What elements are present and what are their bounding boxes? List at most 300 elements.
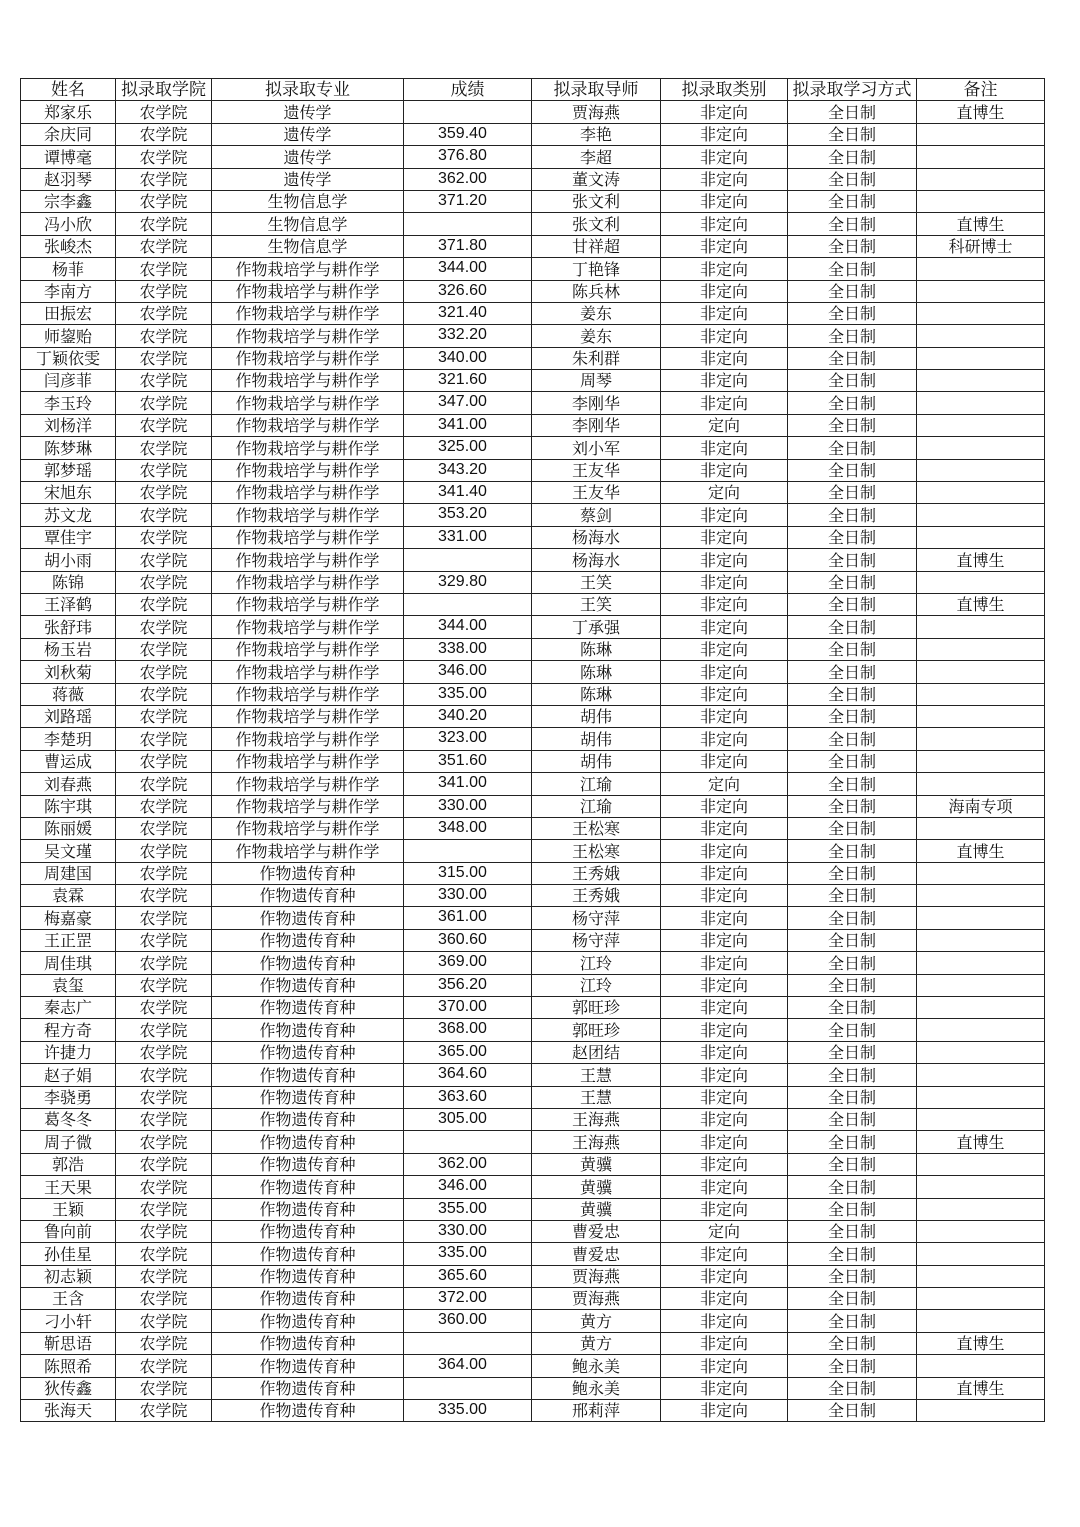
cell-supervisor: 杨海水 (532, 526, 661, 548)
cell-college: 农学院 (116, 1288, 212, 1310)
cell-study-mode: 全日制 (788, 1355, 917, 1377)
table-row (21, 1220, 1045, 1242)
cell-supervisor: 王海燕 (532, 1108, 661, 1130)
cell-college: 农学院 (116, 1400, 212, 1422)
cell-study-mode: 全日制 (788, 347, 917, 369)
cell-study-mode: 全日制 (788, 616, 917, 638)
cell-score: 343.20 (404, 459, 532, 481)
cell-category: 非定向 (661, 593, 788, 615)
cell-supervisor: 王友华 (532, 459, 661, 481)
cell-college: 农学院 (116, 325, 212, 347)
cell-remark: 直博生 (917, 1377, 1045, 1399)
cell-score: 353.20 (404, 504, 532, 526)
cell-score: 370.00 (404, 997, 532, 1019)
cell-name: 周佳琪 (21, 952, 116, 974)
cell-study-mode: 全日制 (788, 1131, 917, 1153)
cell-supervisor: 胡伟 (532, 728, 661, 750)
cell-major: 作物遗传育种 (212, 1131, 404, 1153)
cell-supervisor: 王松寒 (532, 817, 661, 839)
cell-supervisor: 李超 (532, 146, 661, 168)
cell-major: 作物遗传育种 (212, 1086, 404, 1108)
cell-remark (917, 504, 1045, 526)
cell-category: 非定向 (661, 258, 788, 280)
cell-college: 农学院 (116, 750, 212, 772)
cell-college: 农学院 (116, 459, 212, 481)
table-row (21, 974, 1045, 996)
cell-supervisor: 王慧 (532, 1086, 661, 1108)
cell-major: 作物栽培学与耕作学 (212, 661, 404, 683)
cell-score: 321.60 (404, 370, 532, 392)
cell-college: 农学院 (116, 1377, 212, 1399)
cell-college: 农学院 (116, 571, 212, 593)
cell-score (404, 840, 532, 862)
cell-score: 330.00 (404, 795, 532, 817)
cell-category: 非定向 (661, 1355, 788, 1377)
cell-college: 农学院 (116, 1019, 212, 1041)
cell-remark (917, 997, 1045, 1019)
cell-name: 吴文瑾 (21, 840, 116, 862)
cell-college: 农学院 (116, 280, 212, 302)
table-row (21, 325, 1045, 347)
cell-remark: 直博生 (917, 1332, 1045, 1354)
cell-study-mode: 全日制 (788, 1176, 917, 1198)
cell-category: 定向 (661, 773, 788, 795)
cell-study-mode: 全日制 (788, 1153, 917, 1175)
table-row (21, 549, 1045, 571)
cell-score: 361.00 (404, 907, 532, 929)
cell-name: 王泽鹤 (21, 593, 116, 615)
cell-study-mode: 全日制 (788, 190, 917, 212)
cell-major: 作物栽培学与耕作学 (212, 817, 404, 839)
cell-remark (917, 1198, 1045, 1220)
table-row (21, 997, 1045, 1019)
cell-college: 农学院 (116, 683, 212, 705)
cell-name: 苏文龙 (21, 504, 116, 526)
cell-supervisor: 董文涛 (532, 168, 661, 190)
cell-study-mode: 全日制 (788, 482, 917, 504)
cell-supervisor: 邢莉萍 (532, 1400, 661, 1422)
cell-study-mode: 全日制 (788, 907, 917, 929)
cell-category: 非定向 (661, 1108, 788, 1130)
cell-college: 农学院 (116, 1086, 212, 1108)
cell-study-mode: 全日制 (788, 325, 917, 347)
cell-supervisor: 周琴 (532, 370, 661, 392)
cell-remark: 直博生 (917, 593, 1045, 615)
table-row (21, 840, 1045, 862)
cell-remark: 直博生 (917, 101, 1045, 123)
cell-study-mode: 全日制 (788, 258, 917, 280)
cell-supervisor: 姜东 (532, 302, 661, 324)
cell-score (404, 593, 532, 615)
cell-supervisor: 姜东 (532, 325, 661, 347)
cell-college: 农学院 (116, 213, 212, 235)
cell-college: 农学院 (116, 997, 212, 1019)
cell-major: 作物遗传育种 (212, 952, 404, 974)
cell-supervisor: 甘祥超 (532, 235, 661, 257)
cell-major: 作物栽培学与耕作学 (212, 840, 404, 862)
cell-score: 356.20 (404, 974, 532, 996)
cell-study-mode: 全日制 (788, 1310, 917, 1332)
table-row (21, 190, 1045, 212)
cell-college: 农学院 (116, 907, 212, 929)
cell-category: 非定向 (661, 907, 788, 929)
cell-supervisor: 丁承强 (532, 616, 661, 638)
cell-major: 作物栽培学与耕作学 (212, 258, 404, 280)
cell-study-mode: 全日制 (788, 302, 917, 324)
cell-college: 农学院 (116, 235, 212, 257)
cell-college: 农学院 (116, 1243, 212, 1265)
cell-score: 362.00 (404, 168, 532, 190)
cell-supervisor: 曹爱忠 (532, 1243, 661, 1265)
cell-category: 非定向 (661, 616, 788, 638)
cell-study-mode: 全日制 (788, 1108, 917, 1130)
cell-supervisor: 刘小军 (532, 437, 661, 459)
cell-supervisor: 江玲 (532, 974, 661, 996)
cell-remark (917, 773, 1045, 795)
cell-category: 非定向 (661, 683, 788, 705)
cell-category: 非定向 (661, 885, 788, 907)
cell-major: 作物遗传育种 (212, 1108, 404, 1130)
cell-study-mode: 全日制 (788, 101, 917, 123)
cell-remark (917, 1355, 1045, 1377)
table-row (21, 1131, 1045, 1153)
cell-category: 定向 (661, 414, 788, 436)
cell-category: 非定向 (661, 638, 788, 660)
cell-study-mode: 全日制 (788, 974, 917, 996)
cell-remark (917, 974, 1045, 996)
cell-college: 农学院 (116, 123, 212, 145)
cell-study-mode: 全日制 (788, 750, 917, 772)
cell-name: 郭浩 (21, 1153, 116, 1175)
cell-major: 作物栽培学与耕作学 (212, 750, 404, 772)
cell-name: 秦志广 (21, 997, 116, 1019)
admission-sheet (20, 78, 1045, 1422)
cell-name: 王颖 (21, 1198, 116, 1220)
cell-study-mode: 全日制 (788, 549, 917, 571)
cell-category: 非定向 (661, 862, 788, 884)
cell-major: 作物遗传育种 (212, 1220, 404, 1242)
cell-score: 315.00 (404, 862, 532, 884)
cell-category: 非定向 (661, 1243, 788, 1265)
cell-college: 农学院 (116, 840, 212, 862)
cell-remark (917, 1176, 1045, 1198)
cell-major: 作物栽培学与耕作学 (212, 325, 404, 347)
cell-name: 程方奇 (21, 1019, 116, 1041)
cell-remark (917, 705, 1045, 727)
cell-supervisor: 黄骥 (532, 1198, 661, 1220)
cell-score: 346.00 (404, 1176, 532, 1198)
cell-name: 袁玺 (21, 974, 116, 996)
cell-study-mode: 全日制 (788, 795, 917, 817)
cell-college: 农学院 (116, 1153, 212, 1175)
cell-score: 346.00 (404, 661, 532, 683)
cell-study-mode: 全日制 (788, 571, 917, 593)
cell-score: 371.80 (404, 235, 532, 257)
cell-supervisor: 贾海燕 (532, 101, 661, 123)
table-row (21, 929, 1045, 951)
cell-remark (917, 526, 1045, 548)
cell-name: 杨玉岩 (21, 638, 116, 660)
cell-major: 作物栽培学与耕作学 (212, 482, 404, 504)
cell-study-mode: 全日制 (788, 817, 917, 839)
cell-college: 农学院 (116, 1131, 212, 1153)
cell-study-mode: 全日制 (788, 414, 917, 436)
cell-college: 农学院 (116, 705, 212, 727)
cell-study-mode: 全日制 (788, 1064, 917, 1086)
cell-major: 作物栽培学与耕作学 (212, 280, 404, 302)
cell-score: 330.00 (404, 885, 532, 907)
cell-supervisor: 王秀娥 (532, 862, 661, 884)
cell-college: 农学院 (116, 347, 212, 369)
header-college: 拟录取学院 (116, 79, 212, 101)
table-row (21, 1041, 1045, 1063)
cell-major: 作物遗传育种 (212, 929, 404, 951)
cell-name: 陈丽媛 (21, 817, 116, 839)
cell-study-mode: 全日制 (788, 1019, 917, 1041)
cell-major: 作物遗传育种 (212, 1377, 404, 1399)
cell-study-mode: 全日制 (788, 638, 917, 660)
cell-major: 作物栽培学与耕作学 (212, 392, 404, 414)
cell-study-mode: 全日制 (788, 1265, 917, 1287)
cell-category: 非定向 (661, 392, 788, 414)
cell-supervisor: 王秀娥 (532, 885, 661, 907)
cell-score: 355.00 (404, 1198, 532, 1220)
cell-study-mode: 全日制 (788, 123, 917, 145)
cell-college: 农学院 (116, 101, 212, 123)
cell-category: 非定向 (661, 1265, 788, 1287)
cell-category: 非定向 (661, 952, 788, 974)
cell-score: 360.60 (404, 929, 532, 951)
table-row (21, 638, 1045, 660)
cell-score: 362.00 (404, 1153, 532, 1175)
cell-college: 农学院 (116, 190, 212, 212)
table-row (21, 616, 1045, 638)
cell-study-mode: 全日制 (788, 1041, 917, 1063)
cell-name: 李骁勇 (21, 1086, 116, 1108)
cell-score: 331.00 (404, 526, 532, 548)
cell-score: 344.00 (404, 258, 532, 280)
cell-college: 农学院 (116, 146, 212, 168)
cell-name: 袁霖 (21, 885, 116, 907)
cell-college: 农学院 (116, 929, 212, 951)
cell-score: 305.00 (404, 1108, 532, 1130)
cell-study-mode: 全日制 (788, 235, 917, 257)
cell-score: 371.20 (404, 190, 532, 212)
table-row (21, 1198, 1045, 1220)
cell-score: 326.60 (404, 280, 532, 302)
cell-college: 农学院 (116, 437, 212, 459)
cell-major: 作物遗传育种 (212, 1355, 404, 1377)
cell-major: 作物栽培学与耕作学 (212, 571, 404, 593)
cell-category: 非定向 (661, 123, 788, 145)
cell-supervisor: 李刚华 (532, 392, 661, 414)
cell-name: 周建国 (21, 862, 116, 884)
cell-name: 郭梦瑶 (21, 459, 116, 481)
cell-college: 农学院 (116, 370, 212, 392)
cell-study-mode: 全日制 (788, 862, 917, 884)
table-row (21, 392, 1045, 414)
cell-remark (917, 482, 1045, 504)
cell-category: 非定向 (661, 325, 788, 347)
cell-study-mode: 全日制 (788, 168, 917, 190)
cell-score (404, 1377, 532, 1399)
cell-remark (917, 437, 1045, 459)
cell-major: 作物遗传育种 (212, 974, 404, 996)
cell-remark (917, 616, 1045, 638)
cell-college: 农学院 (116, 728, 212, 750)
cell-remark (917, 1041, 1045, 1063)
table-row (21, 168, 1045, 190)
cell-category: 非定向 (661, 929, 788, 951)
header-remark: 备注 (917, 79, 1045, 101)
cell-score: 368.00 (404, 1019, 532, 1041)
cell-study-mode: 全日制 (788, 1086, 917, 1108)
cell-name: 蒋薇 (21, 683, 116, 705)
table-row (21, 1400, 1045, 1422)
table-row (21, 213, 1045, 235)
cell-remark (917, 1265, 1045, 1287)
cell-score: 359.40 (404, 123, 532, 145)
table-row (21, 280, 1045, 302)
cell-supervisor: 王笑 (532, 593, 661, 615)
cell-score: 369.00 (404, 952, 532, 974)
table-row (21, 101, 1045, 123)
cell-category: 非定向 (661, 101, 788, 123)
cell-supervisor: 杨海水 (532, 549, 661, 571)
table-row (21, 952, 1045, 974)
cell-major: 作物栽培学与耕作学 (212, 773, 404, 795)
table-row (21, 817, 1045, 839)
cell-name: 赵子娟 (21, 1064, 116, 1086)
cell-college: 农学院 (116, 1198, 212, 1220)
cell-study-mode: 全日制 (788, 661, 917, 683)
cell-supervisor: 江玲 (532, 952, 661, 974)
cell-supervisor: 蔡剑 (532, 504, 661, 526)
table-row (21, 1355, 1045, 1377)
cell-name: 余庆同 (21, 123, 116, 145)
cell-remark (917, 1220, 1045, 1242)
cell-score: 364.60 (404, 1064, 532, 1086)
cell-remark (917, 168, 1045, 190)
cell-category: 非定向 (661, 190, 788, 212)
cell-name: 陈锦 (21, 571, 116, 593)
cell-supervisor: 黄方 (532, 1332, 661, 1354)
table-row (21, 482, 1045, 504)
cell-major: 作物栽培学与耕作学 (212, 302, 404, 324)
cell-college: 农学院 (116, 817, 212, 839)
cell-major: 作物遗传育种 (212, 907, 404, 929)
cell-score: 341.00 (404, 414, 532, 436)
cell-college: 农学院 (116, 638, 212, 660)
cell-remark (917, 728, 1045, 750)
cell-major: 作物遗传育种 (212, 1243, 404, 1265)
cell-name: 孙佳星 (21, 1243, 116, 1265)
cell-supervisor: 赵团结 (532, 1041, 661, 1063)
cell-name: 闫彦菲 (21, 370, 116, 392)
cell-category: 非定向 (661, 1064, 788, 1086)
cell-major: 作物栽培学与耕作学 (212, 683, 404, 705)
cell-supervisor: 曹爱忠 (532, 1220, 661, 1242)
cell-name: 梅嘉豪 (21, 907, 116, 929)
cell-major: 作物遗传育种 (212, 1064, 404, 1086)
cell-name: 曹运成 (21, 750, 116, 772)
table-row (21, 773, 1045, 795)
cell-supervisor: 陈兵林 (532, 280, 661, 302)
cell-score: 347.00 (404, 392, 532, 414)
cell-major: 作物遗传育种 (212, 1265, 404, 1287)
cell-name: 郑家乐 (21, 101, 116, 123)
cell-college: 农学院 (116, 504, 212, 526)
cell-study-mode: 全日制 (788, 593, 917, 615)
cell-study-mode: 全日制 (788, 952, 917, 974)
cell-name: 冯小欣 (21, 213, 116, 235)
cell-score: 365.00 (404, 1041, 532, 1063)
cell-major: 作物遗传育种 (212, 1019, 404, 1041)
cell-remark (917, 929, 1045, 951)
cell-college: 农学院 (116, 952, 212, 974)
table-row (21, 1176, 1045, 1198)
cell-remark: 海南专项 (917, 795, 1045, 817)
table-row (21, 1019, 1045, 1041)
cell-college: 农学院 (116, 258, 212, 280)
cell-study-mode: 全日制 (788, 997, 917, 1019)
cell-major: 作物遗传育种 (212, 1198, 404, 1220)
header-name: 姓名 (21, 79, 116, 101)
cell-supervisor: 贾海燕 (532, 1288, 661, 1310)
table-row (21, 1108, 1045, 1130)
table-row (21, 907, 1045, 929)
cell-category: 定向 (661, 482, 788, 504)
cell-category: 非定向 (661, 1131, 788, 1153)
cell-study-mode: 全日制 (788, 526, 917, 548)
cell-score: 323.00 (404, 728, 532, 750)
cell-category: 定向 (661, 1220, 788, 1242)
cell-remark: 直博生 (917, 213, 1045, 235)
cell-remark (917, 885, 1045, 907)
cell-study-mode: 全日制 (788, 1198, 917, 1220)
cell-category: 非定向 (661, 526, 788, 548)
cell-name: 许捷力 (21, 1041, 116, 1063)
cell-college: 农学院 (116, 482, 212, 504)
cell-category: 非定向 (661, 997, 788, 1019)
cell-remark (917, 146, 1045, 168)
header-row (21, 79, 1045, 101)
cell-college: 农学院 (116, 773, 212, 795)
header-score: 成绩 (404, 79, 532, 101)
cell-category: 非定向 (661, 1176, 788, 1198)
cell-name: 张海天 (21, 1400, 116, 1422)
cell-score: 363.60 (404, 1086, 532, 1108)
cell-supervisor: 黄方 (532, 1310, 661, 1332)
cell-supervisor: 王松寒 (532, 840, 661, 862)
cell-remark (917, 1019, 1045, 1041)
cell-name: 刘路瑶 (21, 705, 116, 727)
cell-supervisor: 胡伟 (532, 705, 661, 727)
cell-major: 作物遗传育种 (212, 885, 404, 907)
cell-name: 杨菲 (21, 258, 116, 280)
cell-college: 农学院 (116, 795, 212, 817)
cell-name: 覃佳宇 (21, 526, 116, 548)
cell-major: 作物栽培学与耕作学 (212, 459, 404, 481)
cell-supervisor: 李艳 (532, 123, 661, 145)
cell-study-mode: 全日制 (788, 504, 917, 526)
cell-category: 非定向 (661, 817, 788, 839)
cell-study-mode: 全日制 (788, 1220, 917, 1242)
cell-study-mode: 全日制 (788, 392, 917, 414)
cell-supervisor: 杨守萍 (532, 929, 661, 951)
cell-remark (917, 1108, 1045, 1130)
cell-major: 作物栽培学与耕作学 (212, 616, 404, 638)
